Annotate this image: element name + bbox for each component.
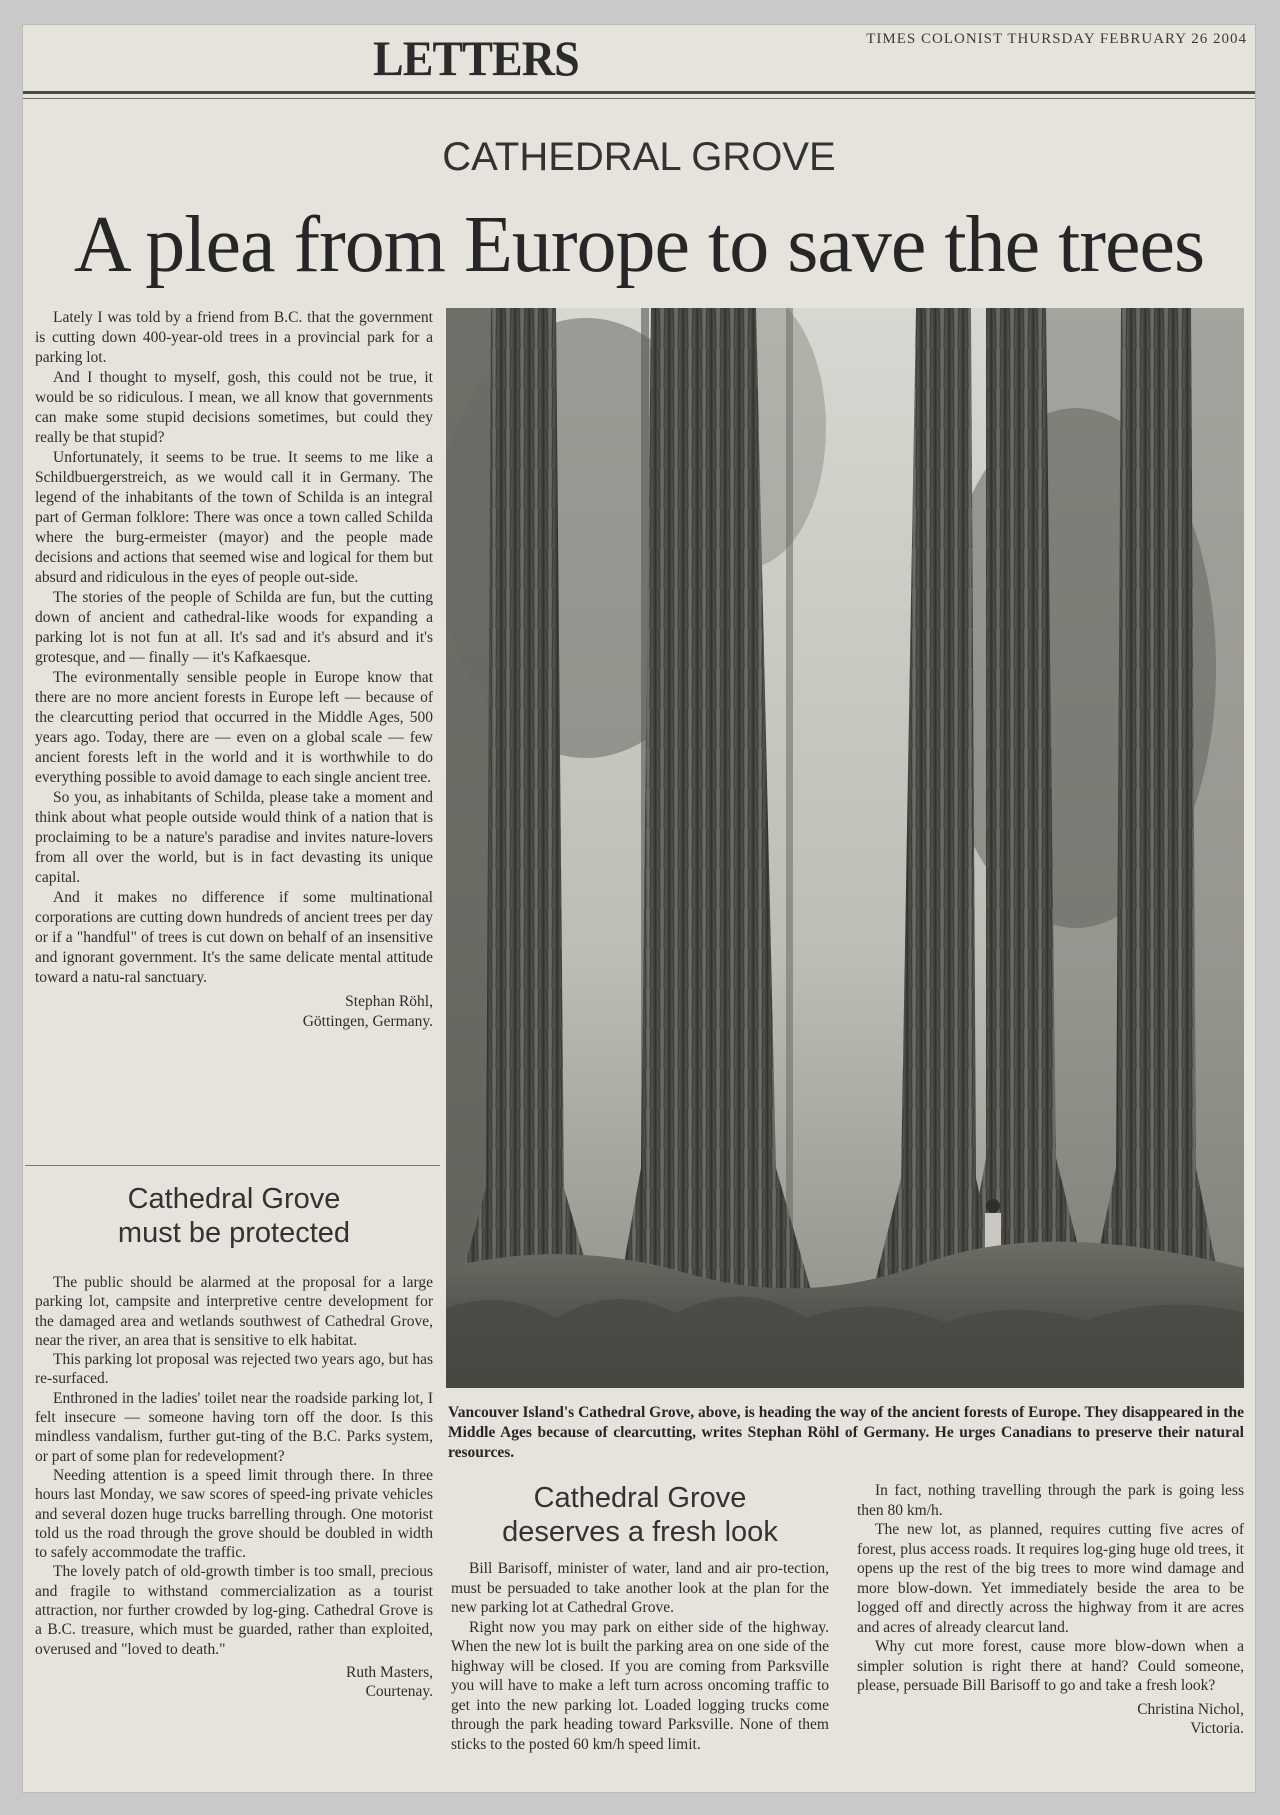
author-location: Courtenay. — [365, 1683, 433, 1701]
paragraph: Lately I was told by a friend from B.C. that the government is cutting down 400-year-old trees in a provincial park for a parking lot. — [35, 309, 433, 366]
author-location: Göttingen, Germany. — [302, 1013, 433, 1030]
author-signature: Stephan Röhl, — [345, 993, 433, 1010]
dateline: TIMES COLONIST THURSDAY FEBRUARY 26 2004 — [866, 31, 1247, 47]
letter-protected — [35, 1273, 433, 1702]
author-location: Victoria. — [1190, 1720, 1244, 1737]
paragraph: So you, as inhabitants of Schilda, please take a moment and think about what people outside would think of a nation that is proclaiming to be a nature's paradise and invites nature-lovers from all over the world, but is in fact devasting its unique capital. — [35, 789, 433, 886]
paragraph: And I thought to myself, gosh, this could not be true, it would be so ridiculous. I mean, we all know that governments can make some stupid decisions sometimes, but could they really be that stupid? — [35, 369, 433, 446]
masthead-rule — [23, 91, 1255, 94]
forest-photo — [446, 308, 1244, 1388]
paragraph: Unfortunately, it seems to be true. It seems to me like a Schildbuergerstreich, as we would call it in Germany. The legend of the inhabitants of the town of Schilda is an integral part of German folklore: There was once a town called Schilda where the burg-ermeister (mayor) and the people made decisions and actions that seemed wise and logical for them but absurd and ridiculous in the eyes of people out-side. — [35, 449, 433, 586]
kicker: CATHEDRAL GROVE — [442, 135, 836, 179]
letter-fresh-look-col2 — [857, 1481, 1244, 1739]
paragraph: Why cut more forest, cause more blow-down when a simpler solution is right there at hand? Could someone, please, persuade Bill Barisoff to go and take a fresh look? — [857, 1638, 1244, 1694]
paragraph: Bill Barisoff, minister of water, land and air pro-tection, must be persuaded to take another look at the plan for the new parking lot at Cathedral Grove. — [451, 1560, 829, 1616]
author-signature: Christina Nichol, — [1137, 1700, 1244, 1718]
paragraph: The stories of the people of Schilda are fun, but the cutting down of ancient and cathedral-like woods for expanding a parking lot is not fun at all. It's sad and it's absurd and it's grotesque, and — finally — it's Kafkaesque. — [35, 589, 433, 666]
letter-heading — [451, 1481, 829, 1549]
paragraph: Needing attention is a speed limit through there. In three hours last Monday, we saw scores of speed-ing private vehicles and several dozen huge trucks barrelling through. One motorist told us the road through the grove should be doubled in width to safely accommodate the traffic. — [35, 1466, 433, 1562]
paragraph: And it makes no difference if some multinational corporations are cutting down hundreds of ancient trees per day or if a "handful" of trees is cut down on behalf of an insensitive and ignorant government. It's the same delicate mental attitude toward a natu-ral sanctuary. — [35, 889, 433, 986]
paragraph: Enthroned in the ladies' toilet near the roadside parking lot, I felt insecure — someone having torn off the door. Is this mindless vandalism, further gut-ting of the B.C. Parks system, or part of some plan for redevelopment? — [35, 1389, 433, 1465]
newspaper-page — [23, 25, 1255, 1792]
heading-line: deserves a fresh look — [502, 1516, 778, 1548]
masthead — [23, 25, 1255, 95]
letter-fresh-look-col1 — [451, 1559, 829, 1754]
letter-schilda — [35, 308, 433, 1032]
letter-heading — [35, 1182, 433, 1250]
paragraph: The new lot, as planned, requires cutting five acres of forest, plus access roads. It requires log-ging huge old trees, it opens up the rest of the big trees to more wind damage and more blow-down. Yet immediately beside the area to be logged off and directly across the highway from it are acres and acres of already clearcut land. — [857, 1521, 1244, 1636]
section-title: LETTERS — [373, 30, 579, 86]
heading-line: Cathedral Grove — [127, 1183, 341, 1215]
headline: A plea from Europe to save the trees — [73, 201, 1205, 289]
author-signature: Ruth Masters, — [346, 1663, 433, 1681]
paragraph: The evironmentally sensible people in Europe know that there are no more ancient forests in Europe left — because of the clearcutting period that occurred in the Middle Ages, 500 years ago. Today, there are — even on a global scale — few ancient forests left in the world and it is worthwhile to do everything possible to avoid damage to each single ancient tree. — [35, 669, 433, 786]
divider — [25, 1165, 440, 1166]
forest-illustration — [446, 308, 1244, 1388]
photo-caption: Vancouver Island's Cathedral Grove, above, is heading the way of the ancient forests of Europe. They disappeared in the Middle Ages because of clearcutting, writes Stephan Röhl of Germany. He urges Canadians to preserve their natural resources. — [448, 1404, 1244, 1461]
paragraph: In fact, nothing travelling through the park is going less then 80 km/h. — [857, 1482, 1244, 1519]
heading-line: must be protected — [117, 1217, 351, 1249]
paragraph: Right now you may park on either side of the highway. When the new lot is built the parking area on one side of the highway will be closed. If you are coming from Parksville you will have to make a left turn across oncoming traffic to get into the new parking lot. Loaded logging trucks come through the park heading toward Parksville. None of them sticks to the posted 60 km/h speed limit. — [451, 1618, 829, 1753]
paragraph: The public should be alarmed at the proposal for a large parking lot, campsite and interpretive centre development for the damaged area and wetlands southwest of Cathedral Grove, near the river, an area that is sensitive to elk habitat. — [35, 1274, 433, 1349]
heading-line: Cathedral Grove — [533, 1482, 747, 1514]
masthead-rule-thin — [23, 98, 1255, 99]
paragraph: This parking lot proposal was rejected two years ago, but has re-surfaced. — [35, 1351, 433, 1388]
paragraph: The lovely patch of old-growth timber is too small, precious and fragile to withstand commercialization as a tourist attraction, nor further crowded by log-ging. Cathedral Grove is a B.C. treasure, which must be guarded, rather than exploited, overused and "loved to death." — [35, 1563, 433, 1658]
